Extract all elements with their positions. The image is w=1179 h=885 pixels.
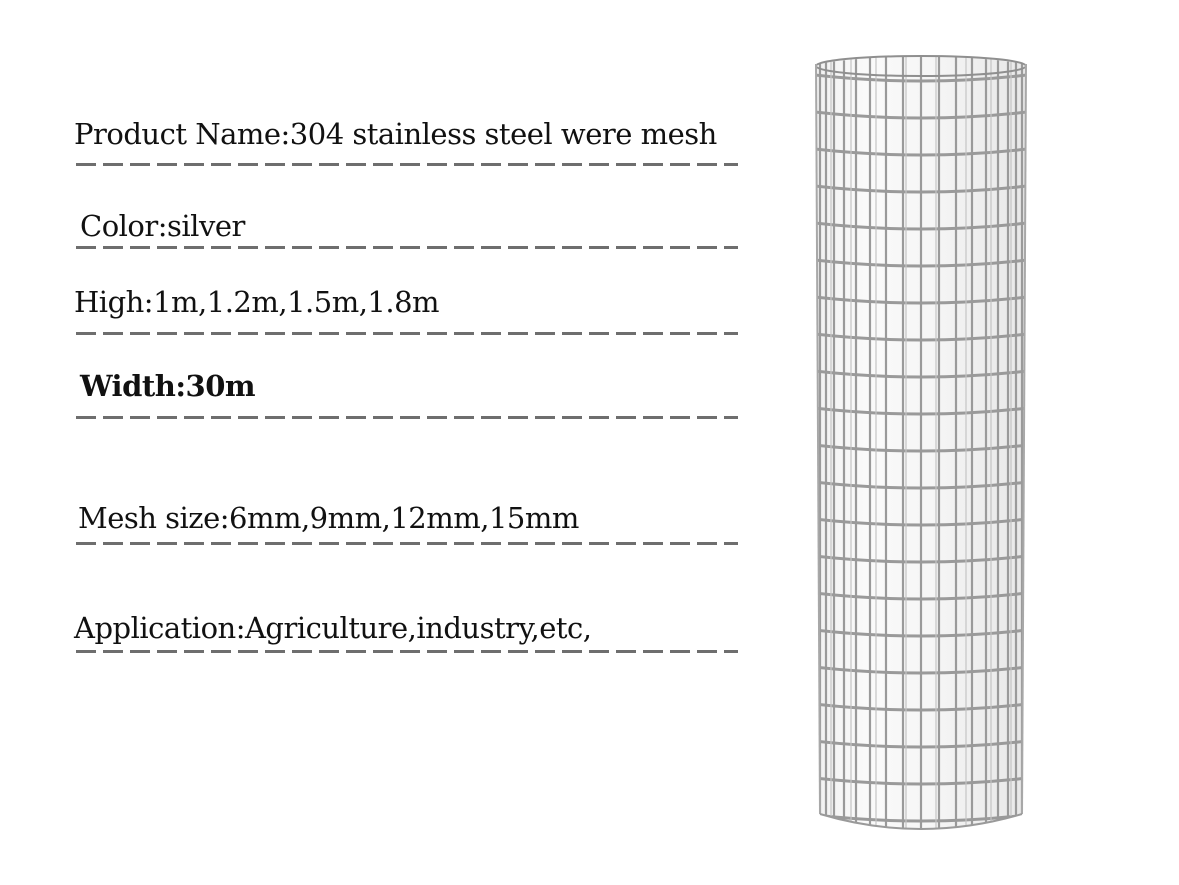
- spec-high: High:1m,1.2m,1.5m,1.8m: [74, 285, 440, 319]
- spec-product-name: Product Name:304 stainless steel were mesh: [74, 117, 717, 151]
- divider-3: [76, 332, 738, 335]
- spec-color: Color:silver: [80, 209, 245, 243]
- divider-6: [76, 650, 738, 653]
- spec-mesh-size: Mesh size:6mm,9mm,12mm,15mm: [78, 501, 579, 535]
- divider-1: [76, 163, 738, 166]
- spec-application: Application:Agriculture,industry,etc,: [74, 611, 592, 645]
- divider-4: [76, 416, 738, 419]
- mesh-roll-icon: [796, 44, 1046, 854]
- divider-5: [76, 542, 738, 545]
- divider-2: [76, 246, 738, 249]
- spec-width: Width:30m: [80, 369, 256, 403]
